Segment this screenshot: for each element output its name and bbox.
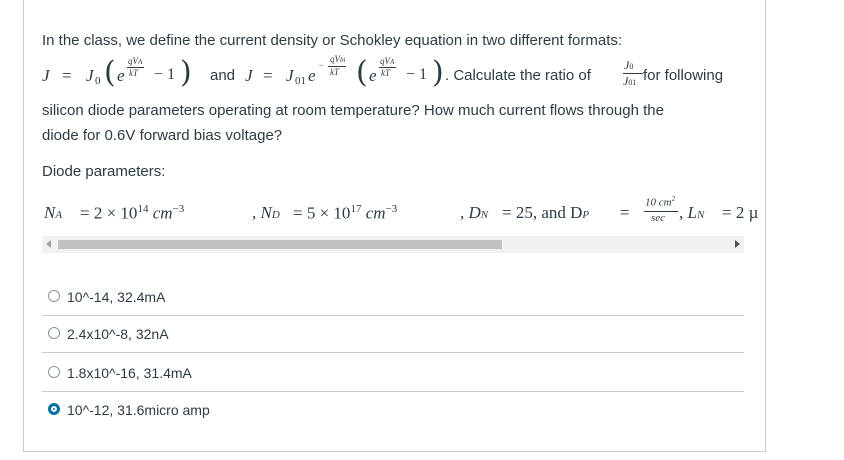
param-LN: , LN [679,203,705,222]
eq2-e: e [308,66,316,85]
radio-button[interactable] [48,290,60,302]
eq2-J01-sub: 01 [295,75,306,87]
eq1-exp-num: qVA [128,56,143,66]
eq2-J: J [245,66,253,85]
eq2-exp-den: kT [330,67,339,77]
radio-button[interactable] [48,327,60,339]
answer-option[interactable] [42,354,744,392]
eq2-exp2-den: kT [381,68,390,78]
scroll-left-arrow-icon[interactable] [46,240,51,248]
scrollbar-thumb[interactable] [58,240,502,249]
eq2-exp2-num: qVA [380,56,395,66]
answer-option[interactable] [42,315,744,353]
eq2-close-paren: ) [432,55,444,90]
params-equation [42,196,764,230]
answer-option[interactable] [42,278,744,316]
param-DP-frac-num: 10 $cm^2$ [645,196,676,209]
for-following-text: for following [643,67,724,84]
params-title: Diode parameters: [42,163,166,180]
answer-label: 10^-14, 32.4mA [67,289,166,305]
ratio-num: J0 [624,58,634,72]
eq2-J01: J [286,66,294,85]
param-LN-value: = 2 µ [722,203,759,222]
answer-label: 10^-12, 31.6micro amp [67,402,210,418]
eq1-open-paren: ( [104,55,116,90]
radio-button[interactable] [48,366,60,378]
param-NA-value: = $2 \times 10^{14}$ $cm^{-3}$ [80,203,185,223]
param-DN: , DN [460,203,489,222]
eq1-J0-sub: 0 [95,75,101,87]
eq2-minus-one: − 1 [406,66,428,83]
eq1-minus-one: − 1 [154,66,176,83]
eq2-equals: = [263,66,273,85]
eq2-open-paren: ( [356,55,368,90]
answer-option[interactable] [42,391,744,429]
question-text-line4: diode for 0.6V forward bias voltage? [42,127,283,144]
param-DP-equals: = [620,203,630,222]
eq1-close-paren: ) [180,55,192,90]
param-ND-value: = $5 \times 10^{17}$ $cm^{-3}$ [293,203,398,223]
param-ND: , ND [252,203,280,222]
horizontal-scrollbar[interactable] [42,236,744,253]
scroll-right-arrow-icon[interactable] [735,240,740,248]
param-DP-frac-den: sec [651,212,666,224]
ratio-den: J01 [623,74,637,88]
param-NA: NA [44,203,63,222]
eq2-e2: e [369,66,377,85]
eq2-exp-num: qVbi [330,54,346,64]
eq2-exp-minus: − [318,60,325,70]
equation-line [42,54,762,94]
calc-text: . Calculate the ratio of [445,67,591,84]
answer-label: 1.8x10^-16, 31.4mA [67,365,192,381]
eq1-J: J [42,66,50,85]
param-DN-value: = 25, and DP [502,203,590,222]
and-text: and [210,67,236,84]
eq1-exp-den: kT [129,68,138,78]
question-text-line3: silicon diode parameters operating at room temperature? How much current flows through the [42,102,664,119]
radio-button[interactable] [48,403,60,415]
question-text-line1: In the class, we define the current density or Schokley equation in two different formats: [42,32,623,49]
answer-label: 2.4x10^-8, 32nA [67,326,169,342]
eq1-e: e [117,66,125,85]
eq1-equals: = [62,66,72,85]
eq1-J0: J [86,66,94,85]
